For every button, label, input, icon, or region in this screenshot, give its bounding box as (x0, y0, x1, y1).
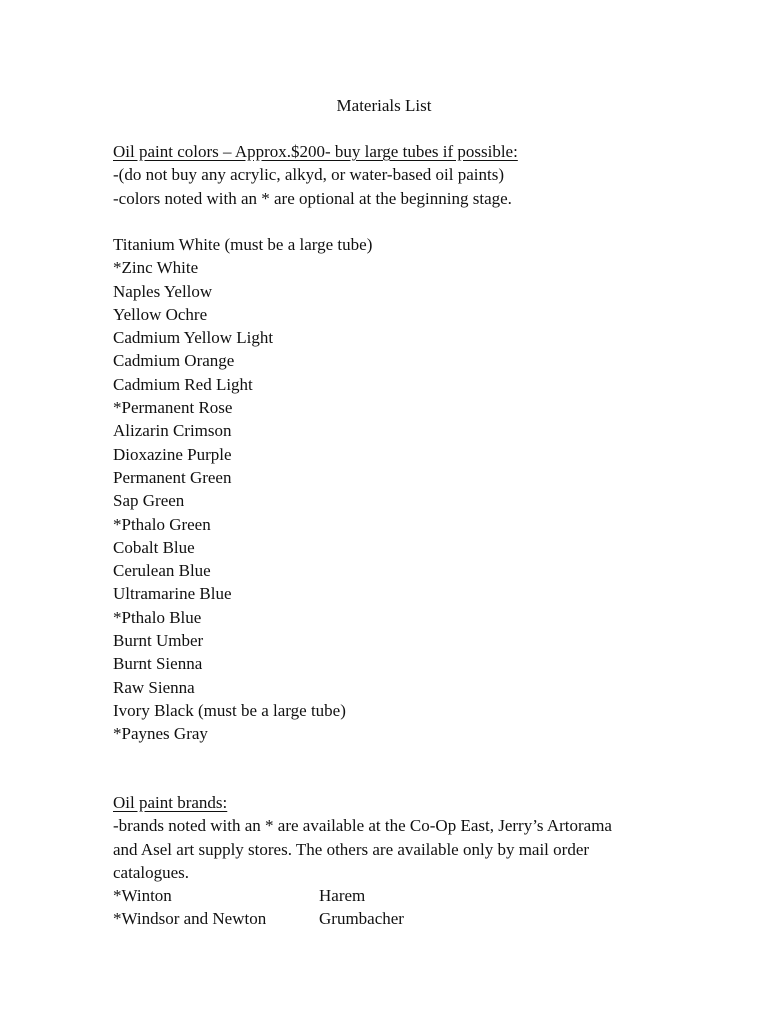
color-item: *Zinc White (113, 258, 199, 278)
page-title: Materials List (336, 96, 432, 115)
color-item: Cadmium Orange (113, 351, 235, 371)
color-item: Yellow Ochre (113, 304, 208, 324)
brand-row (113, 907, 673, 930)
paint-colors-heading: Oil paint colors – Approx.$200- buy large tubes if possible: (113, 142, 518, 161)
color-item: Titanium White (must be a large tube) (113, 235, 373, 254)
brands-note-line: catalogues. (113, 862, 189, 882)
color-item: Ivory Black (must be a large tube) (113, 700, 346, 720)
color-item: Cadmium Yellow Light (113, 328, 274, 348)
color-item: Naples Yellow (113, 281, 213, 301)
color-item: Alizarin Crimson (113, 421, 232, 441)
color-item: Sap Green (113, 491, 185, 511)
color-item: *Pthalo Blue (113, 607, 202, 627)
color-item: Burnt Umber (113, 631, 204, 651)
color-item: *Paynes Gray (113, 724, 208, 744)
color-item: Raw Sienna (113, 677, 195, 697)
brand-name: Harem (319, 886, 366, 906)
color-item: Permanent Green (113, 467, 232, 487)
paint-intro (113, 140, 673, 210)
color-item: Cobalt Blue (113, 537, 195, 557)
paint-note-line: -colors noted with an * are optional at the beginning stage. (113, 188, 512, 208)
brand-name: *Windsor and Newton (113, 909, 267, 929)
color-item: Cadmium Red Light (113, 374, 253, 394)
color-item: *Permanent Rose (113, 398, 233, 418)
paint-brands-section (113, 791, 673, 931)
brand-name: Grumbacher (319, 909, 404, 929)
color-item: Dioxazine Purple (113, 444, 232, 464)
color-item: *Pthalo Green (113, 514, 211, 534)
color-item: Ultramarine Blue (113, 584, 232, 604)
color-item: Cerulean Blue (113, 561, 211, 581)
brands-note-line: and Asel art supply stores. The others are available only by mail order (113, 839, 590, 859)
color-item: Burnt Sienna (113, 654, 203, 674)
paint-brands-heading: Oil paint brands: (113, 793, 228, 812)
brand-row (113, 884, 673, 907)
brands-note-line: -brands noted with an * are available at the Co-Op East, Jerry’s Artorama (113, 816, 612, 836)
brand-name: *Winton (113, 886, 172, 906)
paint-colors-list (113, 233, 673, 746)
paint-note-line: -(do not buy any acrylic, alkyd, or water-based oil paints) (113, 165, 505, 185)
